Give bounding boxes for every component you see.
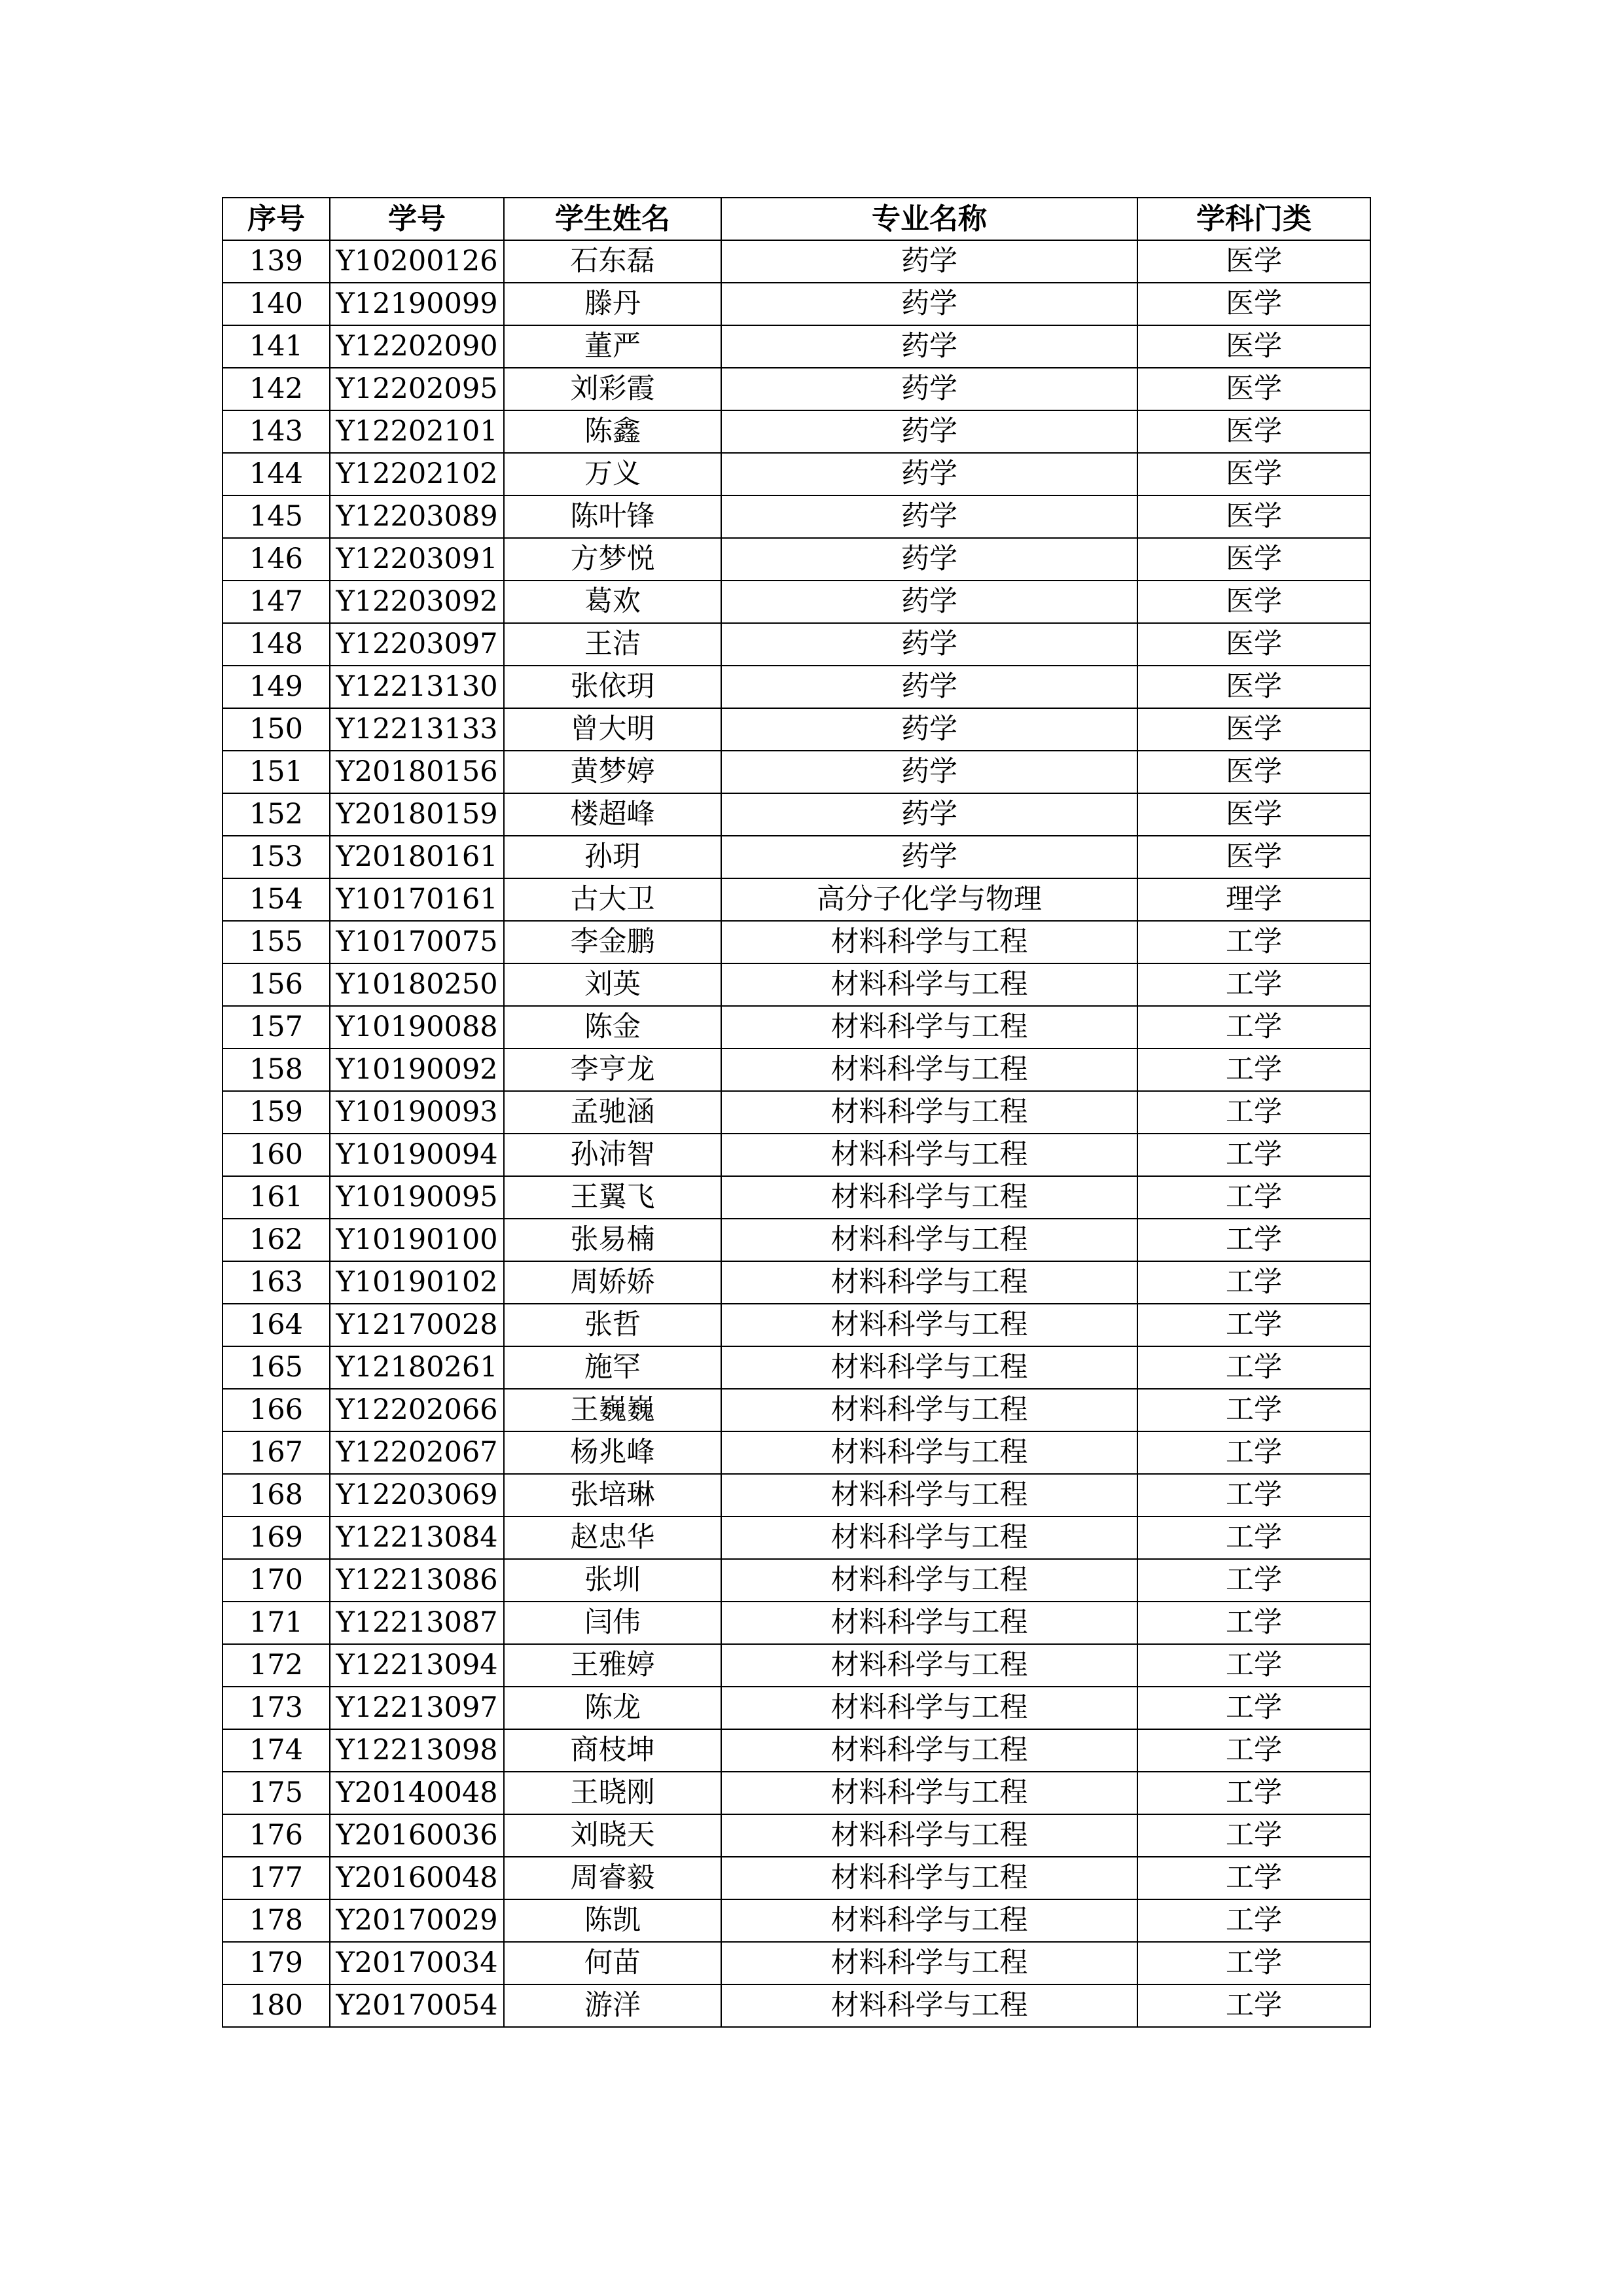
cell-student-name: 董严 (504, 325, 721, 368)
cell-student-id: Y10180250 (330, 963, 504, 1006)
cell-major: 材料科学与工程 (721, 1346, 1137, 1389)
cell-discipline: 工学 (1137, 1899, 1370, 1942)
table-row (223, 325, 1370, 368)
cell-student-name: 葛欢 (504, 581, 721, 623)
cell-seq: 140 (223, 283, 330, 325)
cell-student-name: 李亨龙 (504, 1049, 721, 1091)
cell-student-name: 孙玥 (504, 836, 721, 878)
cell-student-name: 古大卫 (504, 878, 721, 921)
cell-seq: 171 (223, 1602, 330, 1644)
cell-seq: 155 (223, 921, 330, 963)
cell-discipline: 工学 (1137, 1006, 1370, 1049)
table-row (223, 453, 1370, 495)
cell-student-id: Y12203097 (330, 623, 504, 666)
cell-major: 材料科学与工程 (721, 1134, 1137, 1176)
cell-seq: 157 (223, 1006, 330, 1049)
cell-seq: 159 (223, 1091, 330, 1134)
header-student-id: 学号 (330, 198, 504, 240)
cell-major: 药学 (721, 283, 1137, 325)
cell-seq: 161 (223, 1176, 330, 1219)
cell-student-name: 方梦悦 (504, 538, 721, 581)
cell-seq: 151 (223, 751, 330, 793)
cell-seq: 153 (223, 836, 330, 878)
table-body (223, 240, 1370, 2027)
cell-major: 材料科学与工程 (721, 1091, 1137, 1134)
cell-student-id: Y12202095 (330, 368, 504, 410)
cell-student-id: Y12203069 (330, 1474, 504, 1516)
cell-seq: 144 (223, 453, 330, 495)
cell-student-name: 孙沛智 (504, 1134, 721, 1176)
cell-seq: 147 (223, 581, 330, 623)
cell-discipline: 工学 (1137, 1346, 1370, 1389)
cell-student-id: Y10190088 (330, 1006, 504, 1049)
cell-seq: 152 (223, 793, 330, 836)
cell-seq: 158 (223, 1049, 330, 1091)
cell-major: 药学 (721, 495, 1137, 538)
table-row (223, 538, 1370, 581)
cell-student-id: Y12213094 (330, 1644, 504, 1687)
cell-student-name: 陈龙 (504, 1687, 721, 1729)
cell-seq: 146 (223, 538, 330, 581)
cell-seq: 178 (223, 1899, 330, 1942)
cell-major: 材料科学与工程 (721, 1431, 1137, 1474)
cell-discipline: 医学 (1137, 836, 1370, 878)
cell-discipline: 工学 (1137, 1942, 1370, 1984)
cell-student-name: 张依玥 (504, 666, 721, 708)
header-major: 专业名称 (721, 198, 1137, 240)
cell-discipline: 医学 (1137, 495, 1370, 538)
cell-major: 药学 (721, 666, 1137, 708)
cell-major: 药学 (721, 793, 1137, 836)
cell-student-name: 刘彩霞 (504, 368, 721, 410)
cell-student-id: Y12213133 (330, 708, 504, 751)
cell-student-name: 游洋 (504, 1984, 721, 2027)
cell-discipline: 医学 (1137, 240, 1370, 283)
cell-student-id: Y12213087 (330, 1602, 504, 1644)
student-roster-table (222, 197, 1371, 2028)
table-row (223, 1346, 1370, 1389)
cell-student-name: 张培琳 (504, 1474, 721, 1516)
cell-discipline: 医学 (1137, 751, 1370, 793)
cell-student-name: 何苗 (504, 1942, 721, 1984)
table-row (223, 368, 1370, 410)
cell-major: 材料科学与工程 (721, 963, 1137, 1006)
cell-seq: 142 (223, 368, 330, 410)
cell-seq: 156 (223, 963, 330, 1006)
cell-major: 材料科学与工程 (721, 1814, 1137, 1857)
cell-major: 材料科学与工程 (721, 1261, 1137, 1304)
cell-major: 材料科学与工程 (721, 1772, 1137, 1814)
header-row (223, 198, 1370, 240)
cell-student-id: Y20170054 (330, 1984, 504, 2027)
cell-discipline: 医学 (1137, 325, 1370, 368)
table-row (223, 708, 1370, 751)
cell-discipline: 工学 (1137, 1431, 1370, 1474)
table-row (223, 1687, 1370, 1729)
table-row (223, 1602, 1370, 1644)
cell-student-name: 张易楠 (504, 1219, 721, 1261)
cell-seq: 163 (223, 1261, 330, 1304)
cell-student-id: Y20180156 (330, 751, 504, 793)
cell-major: 材料科学与工程 (721, 1644, 1137, 1687)
cell-discipline: 医学 (1137, 368, 1370, 410)
cell-major: 药学 (721, 538, 1137, 581)
table-row (223, 1857, 1370, 1899)
cell-seq: 170 (223, 1559, 330, 1602)
cell-discipline: 医学 (1137, 581, 1370, 623)
cell-student-id: Y20170034 (330, 1942, 504, 1984)
cell-discipline: 医学 (1137, 410, 1370, 453)
cell-student-name: 王翼飞 (504, 1176, 721, 1219)
table-row (223, 1219, 1370, 1261)
cell-major: 药学 (721, 240, 1137, 283)
cell-student-id: Y12202102 (330, 453, 504, 495)
table-row (223, 1091, 1370, 1134)
cell-seq: 164 (223, 1304, 330, 1346)
table-row (223, 666, 1370, 708)
cell-student-id: Y10190092 (330, 1049, 504, 1091)
cell-discipline: 理学 (1137, 878, 1370, 921)
cell-major: 材料科学与工程 (721, 1687, 1137, 1729)
cell-major: 材料科学与工程 (721, 921, 1137, 963)
cell-student-id: Y12202090 (330, 325, 504, 368)
cell-student-name: 曾大明 (504, 708, 721, 751)
cell-student-name: 刘英 (504, 963, 721, 1006)
cell-student-id: Y12213086 (330, 1559, 504, 1602)
cell-discipline: 工学 (1137, 1772, 1370, 1814)
cell-student-id: Y12202101 (330, 410, 504, 453)
cell-major: 药学 (721, 453, 1137, 495)
table-row (223, 1729, 1370, 1772)
table-row (223, 1176, 1370, 1219)
cell-student-name: 王雅婷 (504, 1644, 721, 1687)
cell-student-id: Y12180261 (330, 1346, 504, 1389)
cell-discipline: 工学 (1137, 1091, 1370, 1134)
cell-student-id: Y10200126 (330, 240, 504, 283)
cell-student-id: Y12213130 (330, 666, 504, 708)
cell-student-name: 赵忠华 (504, 1516, 721, 1559)
cell-seq: 176 (223, 1814, 330, 1857)
cell-discipline: 工学 (1137, 1389, 1370, 1431)
cell-student-id: Y12203092 (330, 581, 504, 623)
cell-discipline: 工学 (1137, 1516, 1370, 1559)
cell-student-id: Y12170028 (330, 1304, 504, 1346)
cell-student-name: 陈凯 (504, 1899, 721, 1942)
cell-discipline: 工学 (1137, 1602, 1370, 1644)
cell-major: 材料科学与工程 (721, 1049, 1137, 1091)
cell-student-name: 周睿毅 (504, 1857, 721, 1899)
cell-seq: 169 (223, 1516, 330, 1559)
cell-major: 材料科学与工程 (721, 1857, 1137, 1899)
cell-student-id: Y10190094 (330, 1134, 504, 1176)
cell-seq: 148 (223, 623, 330, 666)
cell-major: 材料科学与工程 (721, 1006, 1137, 1049)
cell-discipline: 医学 (1137, 666, 1370, 708)
header-seq: 序号 (223, 198, 330, 240)
table-row (223, 1942, 1370, 1984)
table-row (223, 1644, 1370, 1687)
table-row (223, 1559, 1370, 1602)
cell-seq: 149 (223, 666, 330, 708)
cell-major: 药学 (721, 751, 1137, 793)
cell-student-id: Y12203089 (330, 495, 504, 538)
cell-major: 高分子化学与物理 (721, 878, 1137, 921)
cell-student-name: 周娇娇 (504, 1261, 721, 1304)
cell-major: 材料科学与工程 (721, 1219, 1137, 1261)
cell-discipline: 工学 (1137, 1134, 1370, 1176)
table-row (223, 1134, 1370, 1176)
cell-major: 材料科学与工程 (721, 1304, 1137, 1346)
cell-student-name: 陈鑫 (504, 410, 721, 453)
cell-student-id: Y20140048 (330, 1772, 504, 1814)
cell-seq: 154 (223, 878, 330, 921)
cell-discipline: 工学 (1137, 1814, 1370, 1857)
cell-discipline: 工学 (1137, 1219, 1370, 1261)
cell-major: 材料科学与工程 (721, 1942, 1137, 1984)
cell-discipline: 工学 (1137, 921, 1370, 963)
cell-student-id: Y12202066 (330, 1389, 504, 1431)
cell-seq: 172 (223, 1644, 330, 1687)
cell-seq: 145 (223, 495, 330, 538)
table-row (223, 1049, 1370, 1091)
cell-seq: 167 (223, 1431, 330, 1474)
cell-seq: 162 (223, 1219, 330, 1261)
cell-seq: 180 (223, 1984, 330, 2027)
cell-student-name: 滕丹 (504, 283, 721, 325)
cell-discipline: 工学 (1137, 1857, 1370, 1899)
cell-discipline: 医学 (1137, 538, 1370, 581)
cell-student-name: 石东磊 (504, 240, 721, 283)
cell-student-id: Y12213097 (330, 1687, 504, 1729)
cell-student-id: Y20180161 (330, 836, 504, 878)
cell-student-name: 楼超峰 (504, 793, 721, 836)
cell-major: 材料科学与工程 (721, 1176, 1137, 1219)
cell-discipline: 工学 (1137, 1304, 1370, 1346)
cell-student-name: 闫伟 (504, 1602, 721, 1644)
table-row (223, 283, 1370, 325)
cell-student-id: Y12213084 (330, 1516, 504, 1559)
cell-major: 药学 (721, 836, 1137, 878)
table-row (223, 623, 1370, 666)
cell-student-name: 万义 (504, 453, 721, 495)
cell-student-name: 张圳 (504, 1559, 721, 1602)
cell-discipline: 医学 (1137, 283, 1370, 325)
cell-major: 材料科学与工程 (721, 1899, 1137, 1942)
cell-major: 材料科学与工程 (721, 1474, 1137, 1516)
table-row (223, 1261, 1370, 1304)
table-row (223, 1006, 1370, 1049)
cell-discipline: 工学 (1137, 963, 1370, 1006)
cell-major: 材料科学与工程 (721, 1729, 1137, 1772)
cell-major: 药学 (721, 623, 1137, 666)
cell-seq: 177 (223, 1857, 330, 1899)
cell-discipline: 工学 (1137, 1644, 1370, 1687)
cell-major: 材料科学与工程 (721, 1602, 1137, 1644)
cell-student-name: 刘晓天 (504, 1814, 721, 1857)
cell-seq: 173 (223, 1687, 330, 1729)
cell-student-name: 王晓刚 (504, 1772, 721, 1814)
table-row (223, 793, 1370, 836)
cell-seq: 143 (223, 410, 330, 453)
cell-seq: 139 (223, 240, 330, 283)
table-row (223, 1389, 1370, 1431)
table-row (223, 240, 1370, 283)
table-row (223, 1814, 1370, 1857)
cell-seq: 160 (223, 1134, 330, 1176)
cell-student-name: 孟驰涵 (504, 1091, 721, 1134)
cell-student-id: Y10190093 (330, 1091, 504, 1134)
table-row (223, 581, 1370, 623)
cell-student-id: Y10190100 (330, 1219, 504, 1261)
cell-seq: 175 (223, 1772, 330, 1814)
cell-student-id: Y12213098 (330, 1729, 504, 1772)
cell-student-id: Y20170029 (330, 1899, 504, 1942)
cell-major: 药学 (721, 325, 1137, 368)
cell-student-id: Y20160036 (330, 1814, 504, 1857)
header-discipline: 学科门类 (1137, 198, 1370, 240)
cell-discipline: 工学 (1137, 1984, 1370, 2027)
table-row (223, 1474, 1370, 1516)
cell-seq: 166 (223, 1389, 330, 1431)
table-row (223, 878, 1370, 921)
cell-major: 药学 (721, 410, 1137, 453)
cell-seq: 174 (223, 1729, 330, 1772)
header-student-name: 学生姓名 (504, 198, 721, 240)
cell-student-name: 陈叶锋 (504, 495, 721, 538)
cell-discipline: 工学 (1137, 1261, 1370, 1304)
table-row (223, 1984, 1370, 2027)
table-row (223, 1304, 1370, 1346)
cell-discipline: 工学 (1137, 1474, 1370, 1516)
cell-student-name: 王巍巍 (504, 1389, 721, 1431)
table-row (223, 495, 1370, 538)
cell-student-name: 杨兆峰 (504, 1431, 721, 1474)
table-row (223, 921, 1370, 963)
cell-student-name: 李金鹏 (504, 921, 721, 963)
cell-student-id: Y12190099 (330, 283, 504, 325)
cell-student-id: Y12203091 (330, 538, 504, 581)
cell-student-name: 施罕 (504, 1346, 721, 1389)
cell-student-id: Y12202067 (330, 1431, 504, 1474)
table-row (223, 1516, 1370, 1559)
cell-seq: 141 (223, 325, 330, 368)
cell-major: 材料科学与工程 (721, 1516, 1137, 1559)
cell-student-id: Y20180159 (330, 793, 504, 836)
cell-student-name: 商枝坤 (504, 1729, 721, 1772)
cell-discipline: 医学 (1137, 623, 1370, 666)
cell-student-id: Y10170161 (330, 878, 504, 921)
cell-discipline: 工学 (1137, 1559, 1370, 1602)
cell-student-name: 陈金 (504, 1006, 721, 1049)
cell-major: 药学 (721, 708, 1137, 751)
cell-major: 材料科学与工程 (721, 1559, 1137, 1602)
cell-discipline: 工学 (1137, 1729, 1370, 1772)
cell-student-id: Y10190095 (330, 1176, 504, 1219)
cell-discipline: 医学 (1137, 453, 1370, 495)
cell-seq: 165 (223, 1346, 330, 1389)
cell-discipline: 工学 (1137, 1049, 1370, 1091)
cell-seq: 179 (223, 1942, 330, 1984)
cell-discipline: 工学 (1137, 1176, 1370, 1219)
cell-student-name: 张哲 (504, 1304, 721, 1346)
cell-student-id: Y10170075 (330, 921, 504, 963)
cell-discipline: 医学 (1137, 708, 1370, 751)
cell-discipline: 工学 (1137, 1687, 1370, 1729)
cell-major: 药学 (721, 368, 1137, 410)
table-row (223, 410, 1370, 453)
table-row (223, 836, 1370, 878)
table-row (223, 1899, 1370, 1942)
cell-student-id: Y10190102 (330, 1261, 504, 1304)
cell-student-name: 黄梦婷 (504, 751, 721, 793)
cell-seq: 150 (223, 708, 330, 751)
table-row (223, 1772, 1370, 1814)
table-row (223, 963, 1370, 1006)
cell-seq: 168 (223, 1474, 330, 1516)
cell-student-id: Y20160048 (330, 1857, 504, 1899)
cell-student-name: 王洁 (504, 623, 721, 666)
cell-major: 药学 (721, 581, 1137, 623)
cell-major: 材料科学与工程 (721, 1389, 1137, 1431)
cell-major: 材料科学与工程 (721, 1984, 1137, 2027)
table-row (223, 751, 1370, 793)
cell-discipline: 医学 (1137, 793, 1370, 836)
table-row (223, 1431, 1370, 1474)
